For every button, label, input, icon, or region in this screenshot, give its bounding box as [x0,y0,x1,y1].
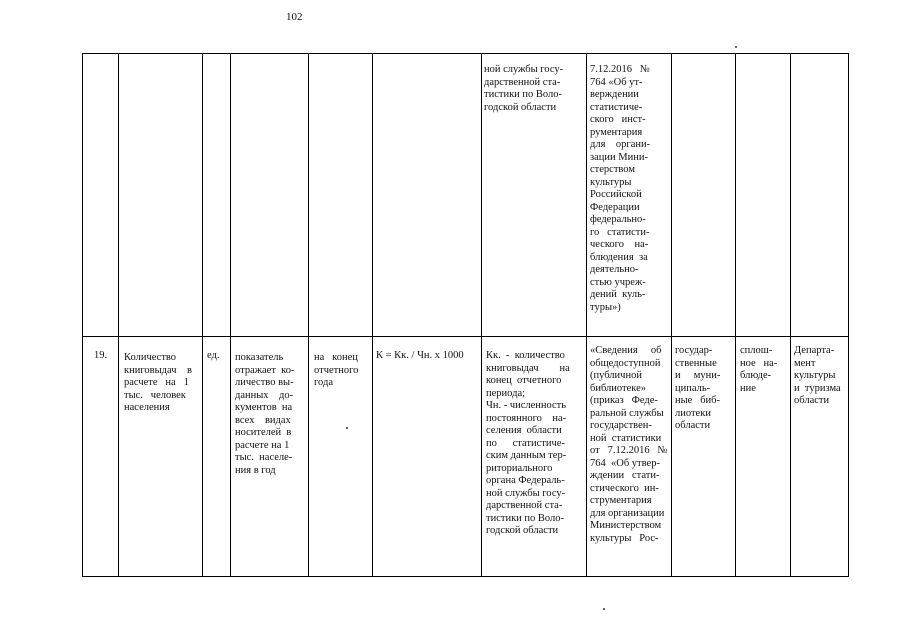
calculation-formula: К = Кк. / Чн. х 1000 [376,350,464,361]
row-number: 19. [94,350,108,361]
table-row-divider [82,336,848,337]
indicator-description: показатель отражает ко- личество вы- данных до- кументов на всех видах носителей в расчете на 1 тыс. населе- ния в год [235,352,295,476]
indicator-name: Количество книговыдач в расчете на 1 тыс. человек населения [124,352,192,413]
data-source-form: «Сведения об общедоступной (публичной библиотеке» (приказ Феде- ральной службы государствен- ной статистики от 7.12.2016 № 764 «Об утвер- ждении стати- стического ин- струментария для организации Министерством культуры Рос- [590,345,668,544]
data-providers: государ- ственные и муни- ципаль- ные биб- лиотеки области [675,345,721,431]
col-border [372,53,373,577]
col-border [790,53,791,577]
col-border [308,53,309,577]
scan-speck [603,608,605,610]
formula-variables: Кк. - количество книговыдач на конец отчетного периода; Чн. - численность постоянного на- селения области по статистиче- ским данным тер- риториального органа Федераль- ной службы госу- дарственной ста- тистики по Воло- годской области [486,350,570,536]
col-border [118,53,119,577]
unit-of-measure: ед. [207,350,220,361]
col-border [481,53,482,577]
table-top-border [82,53,848,54]
col-border [848,53,849,577]
page-number: 102 [286,11,303,23]
col-border [202,53,203,577]
scan-speck [735,46,737,48]
col-border [230,53,231,577]
col-border [671,53,672,577]
table-bottom-border [82,576,848,577]
responsible-department: Департа- мент культуры и туризма области [794,345,841,406]
col-border [82,53,83,577]
reporting-period: на конец отчетного года [314,352,359,388]
col-border [586,53,587,577]
col-border [735,53,736,577]
prev-row-source-tail: ной службы госу- дарственной ста- тистики по Воло- годской области [484,64,564,113]
prev-row-form-tail: 7.12.2016 № 764 «Об ут- верждении статистиче- ского инст- рументария для органи- зации Мини- стерством культуры Российской Федерации федерально- го статисти- ческого на- блюдения за деятельно- стью учреж- дений куль- туры») [590,64,651,313]
collection-method: сплош- ное на- блюде- ние [740,345,778,394]
scan-speck [346,427,348,429]
